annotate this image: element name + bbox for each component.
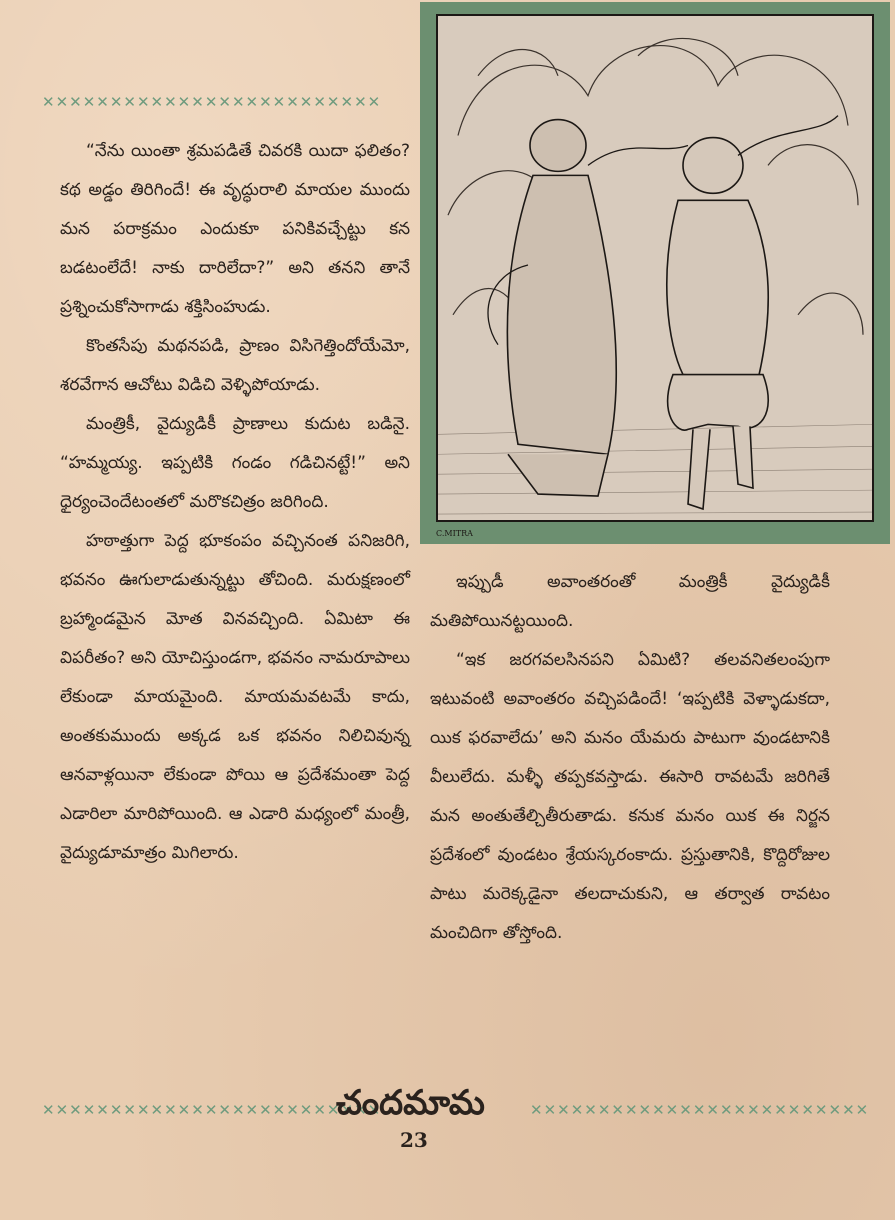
left-text-column: [60, 132, 410, 873]
decorative-border-top: ✕✕✕✕✕✕✕✕✕✕✕✕✕✕✕✕✕✕✕✕✕✕✕✕✕: [42, 93, 382, 111]
paragraph: ఇప్పుడీ అవాంతరంతో మంత్రికీ వైద్యుడికీ మతిపోయినట్టయింది.: [430, 572, 830, 631]
right-text-column: [430, 563, 830, 953]
illustration-frame: [436, 14, 874, 522]
illustration-drawing: [438, 16, 872, 520]
decorative-border-bottom-left: ✕✕✕✕✕✕✕✕✕✕✕✕✕✕✕✕✕✕✕✕✕✕✕✕✕: [42, 1101, 382, 1119]
illustrator-signature: C.MITRA: [436, 529, 473, 538]
story-illustration: [420, 2, 890, 544]
magazine-title: చందమామ: [336, 1083, 485, 1123]
decorative-border-bottom-right: ✕✕✕✕✕✕✕✕✕✕✕✕✕✕✕✕✕✕✕✕✕✕✕✕✕: [530, 1101, 870, 1119]
paragraph: “ఇక జరగవలసినపని ఏమిటి? తలవనితలంపుగా ఇటువంటి అవాంతరం వచ్చిపడిందే! ‘ఇప్పటికి వెళ్ళాడుకదా, యిక ఫరవాలేదు’ అని మనం యేమరు పాటుగా వుండటానికి వీలులేదు. మళ్ళీ తప్పకవస్తాడు. ఈసారి రావటమే జరిగితే మన అంతుతేల్చితీరుతాడు. కనుక మనం యిక ఈ నిర్జన ప్రదేశంలో వుండటం శ్రేయస్కరంకాదు. ప్రస్తుతానికి, కొద్దిరోజుల పాటు మరెక్కడైనా తలదాచుకుని, ఆ తర్వాత రావటం మంచిదిగా తోస్తోంది.: [430, 650, 830, 943]
paragraph: మంత్రికీ, వైద్యుడికీ ప్రాణాలు కుదుట బడినై. “హమ్మయ్య. ఇప్పటికి గండం గడిచినట్టే!” అని ధైర్యంచెందేటంతలో మరొకచిత్రం జరిగింది.: [60, 414, 410, 512]
page-number: 23: [400, 1128, 428, 1152]
paragraph: “నేను యింతా శ్రమపడితే చివరకి యిదా ఫలితం? కథ అడ్డం తిరిగిందే! ఈ వృద్ధురాలి మాయల ముందు మన పరాక్రమం ఎందుకూ పనికివచ్చేట్టు కన బడటంలేదే! నాకు దారిలేదా?” అని తనని తానే ప్రశ్నించుకోసాగాడు శక్తిసింహుడు.: [60, 141, 410, 317]
paragraph: హఠాత్తుగా పెద్ద భూకంపం వచ్చినంత పనిజరిగి, భవనం ఊగులాడుతున్నట్టు తోచింది. మరుక్షణంలో బ్రహ్మాండమైన మోత వినవచ్చింది. ఏమిటా ఈ విపరీతం? అని యోచిస్తుండగా, భవనం నామరూపాలు లేకుండా మాయమైంది. మాయమవటమే కాదు, అంతకుముందు అక్కడ ఒక భవనం నిలిచివున్న ఆనవాళ్లయినా లేకుండా పోయి ఆ ప్రదేశమంతా పెద్ద ఎడారిలా మారిపోయింది. ఆ ఎడారి మధ్యంలో మంత్రీ, వైద్యుడూమాత్రం మిగిలారు.: [60, 531, 410, 863]
paragraph: కొంతసేపు మథనపడి, ప్రాణం విసిగెత్తిందోయేమో, శరవేగాన ఆచోటు విడిచి వెళ్ళిపోయాడు.: [60, 336, 410, 395]
